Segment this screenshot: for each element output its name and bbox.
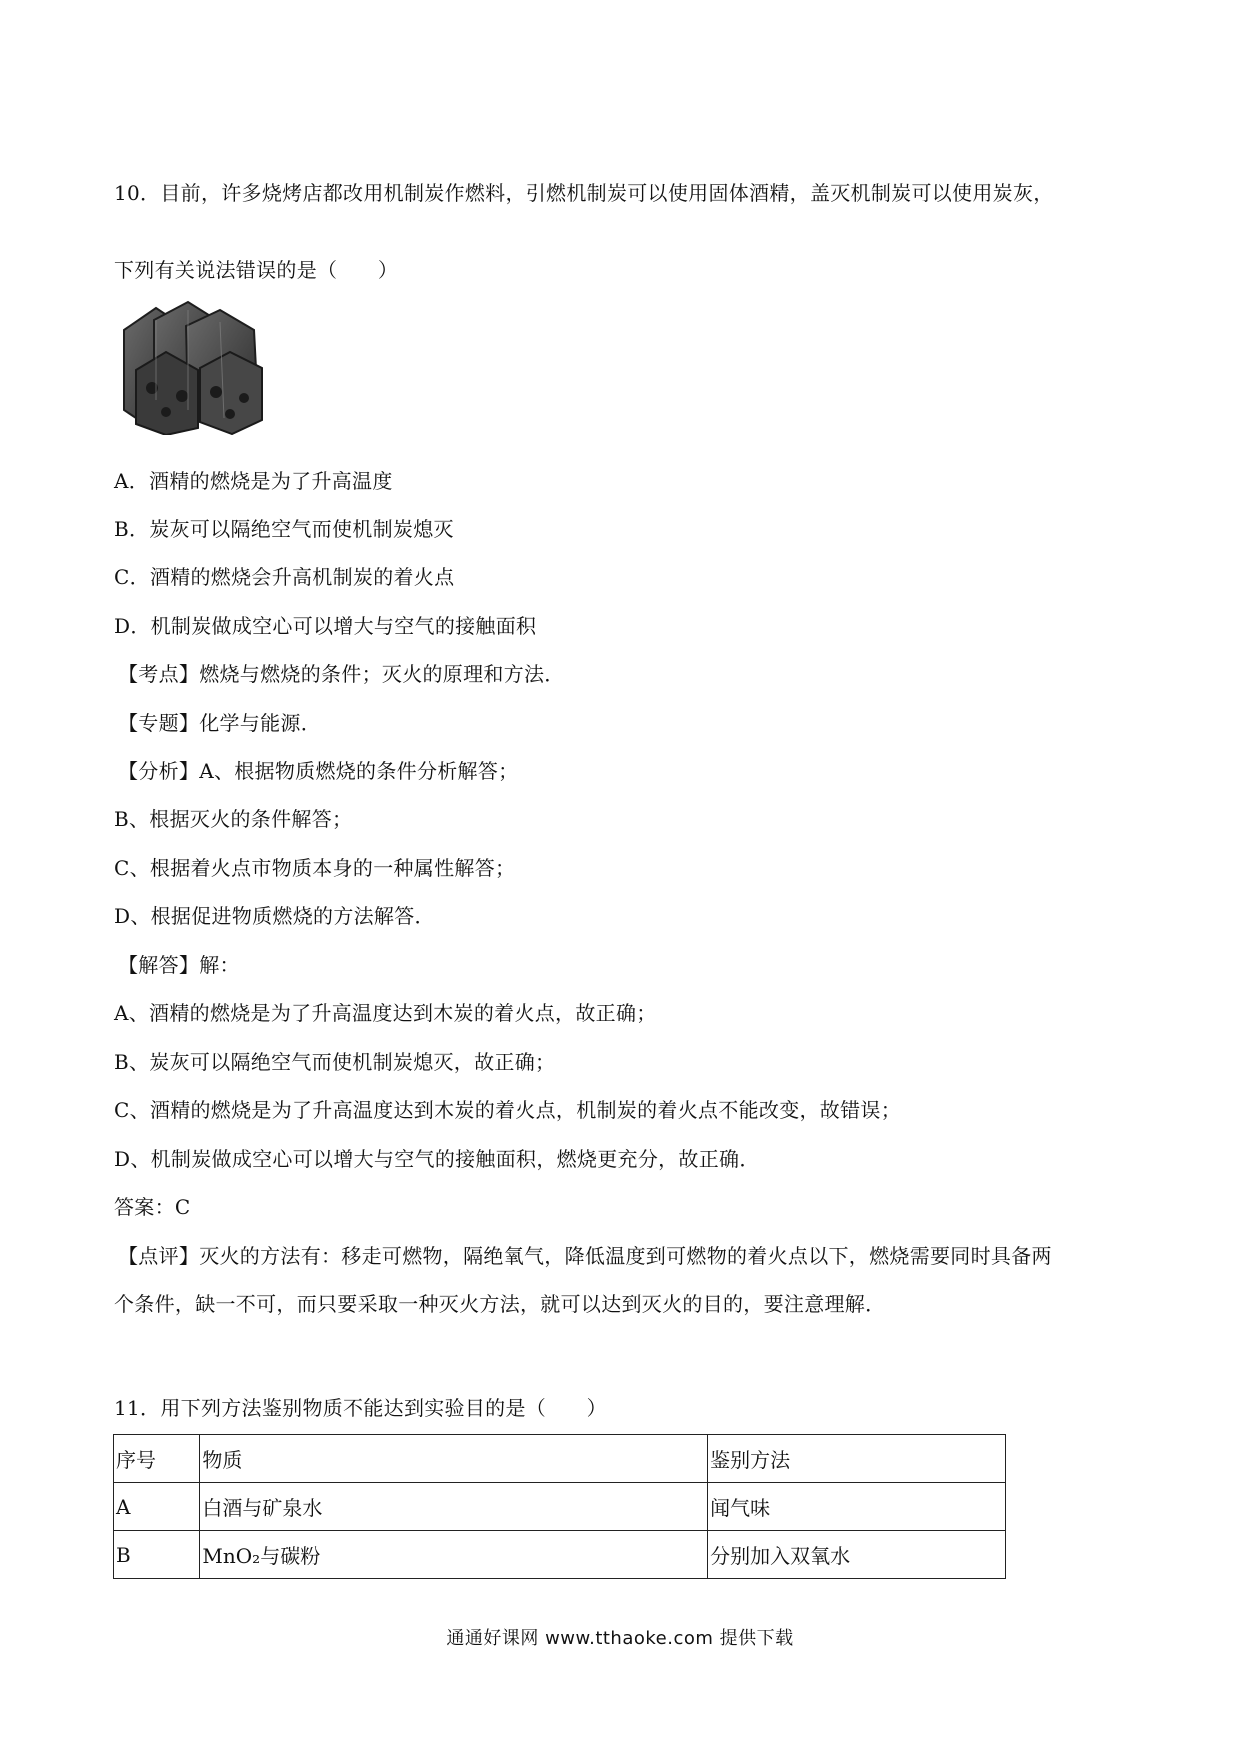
q10-jieda-c: C、酒精的燃烧是为了升高温度达到木炭的着火点，机制炭的着火点不能改变，故错误； — [114, 1098, 902, 1122]
table-row — [114, 1531, 1006, 1579]
table-cell: A — [114, 1483, 200, 1531]
q10-jieda-title: 【解答】解： — [118, 953, 240, 977]
q11-stem: 11．用下列方法鉴别物质不能达到实验目的是（ ） — [114, 1396, 607, 1420]
charcoal-image — [116, 300, 266, 435]
q10-zhuanti: 【专题】化学与能源． — [118, 711, 321, 735]
q10-fenxi-line4: D、根据促进物质燃烧的方法解答． — [114, 904, 435, 928]
table-header-row — [114, 1435, 1006, 1483]
table-row — [114, 1483, 1006, 1531]
q10-kaodian: 【考点】燃烧与燃烧的条件；灭火的原理和方法． — [118, 662, 565, 686]
q10-answer: 答案：C — [114, 1195, 191, 1219]
q10-fenxi-line2: B、根据灭火的条件解答； — [114, 807, 353, 831]
table-cell: 分别加入双氧水 — [708, 1531, 1006, 1579]
q10-dianping-line2: 个条件，缺一不可，而只要采取一种灭火方法，就可以达到灭火的目的，要注意理解． — [114, 1292, 886, 1316]
q11-table — [113, 1434, 1006, 1579]
table-cell: 闻气味 — [708, 1483, 1006, 1531]
table-cell: B — [114, 1531, 200, 1579]
page-footer: 通通好课网 www.tthaoke.com 提供下载 — [446, 1628, 794, 1649]
q10-option-d: D．机制炭做成空心可以增大与空气的接触面积 — [114, 614, 537, 638]
table-header-cell: 鉴别方法 — [708, 1435, 1006, 1483]
table-header-cell: 序号 — [114, 1435, 200, 1483]
q10-fenxi-line1: 【分析】A、根据物质燃烧的条件分析解答； — [118, 759, 519, 783]
q10-jieda-d: D、机制炭做成空心可以增大与空气的接触面积，燃烧更充分，故正确． — [114, 1147, 760, 1171]
q10-dianping-line1: 【点评】灭火的方法有：移走可燃物，隔绝氧气，降低温度到可燃物的着火点以下，燃烧需要同时具备两 — [118, 1244, 1052, 1268]
q10-stem-line1: 10．目前，许多烧烤店都改用机制炭作燃料，引燃机制炭可以使用固体酒精，盖灭机制炭可以使用炭灰， — [114, 181, 1054, 205]
q10-option-c: C．酒精的燃烧会升高机制炭的着火点 — [114, 565, 455, 589]
q10-fenxi-line3: C、根据着火点市物质本身的一种属性解答； — [114, 856, 516, 880]
table-cell: MnO₂与碳粉 — [200, 1531, 708, 1579]
table-header-cell: 物质 — [200, 1435, 708, 1483]
table-cell: 白酒与矿泉水 — [200, 1483, 708, 1531]
q10-stem-line2: 下列有关说法错误的是（ ） — [114, 258, 399, 282]
q10-option-b: B．炭灰可以隔绝空气而使机制炭熄灭 — [114, 517, 454, 541]
q10-option-a: A．酒精的燃烧是为了升高温度 — [114, 469, 393, 493]
q10-jieda-b: B、炭灰可以隔绝空气而使机制炭熄灭，故正确； — [114, 1050, 556, 1074]
q10-jieda-a: A、酒精的燃烧是为了升高温度达到木炭的着火点，故正确； — [114, 1001, 657, 1025]
